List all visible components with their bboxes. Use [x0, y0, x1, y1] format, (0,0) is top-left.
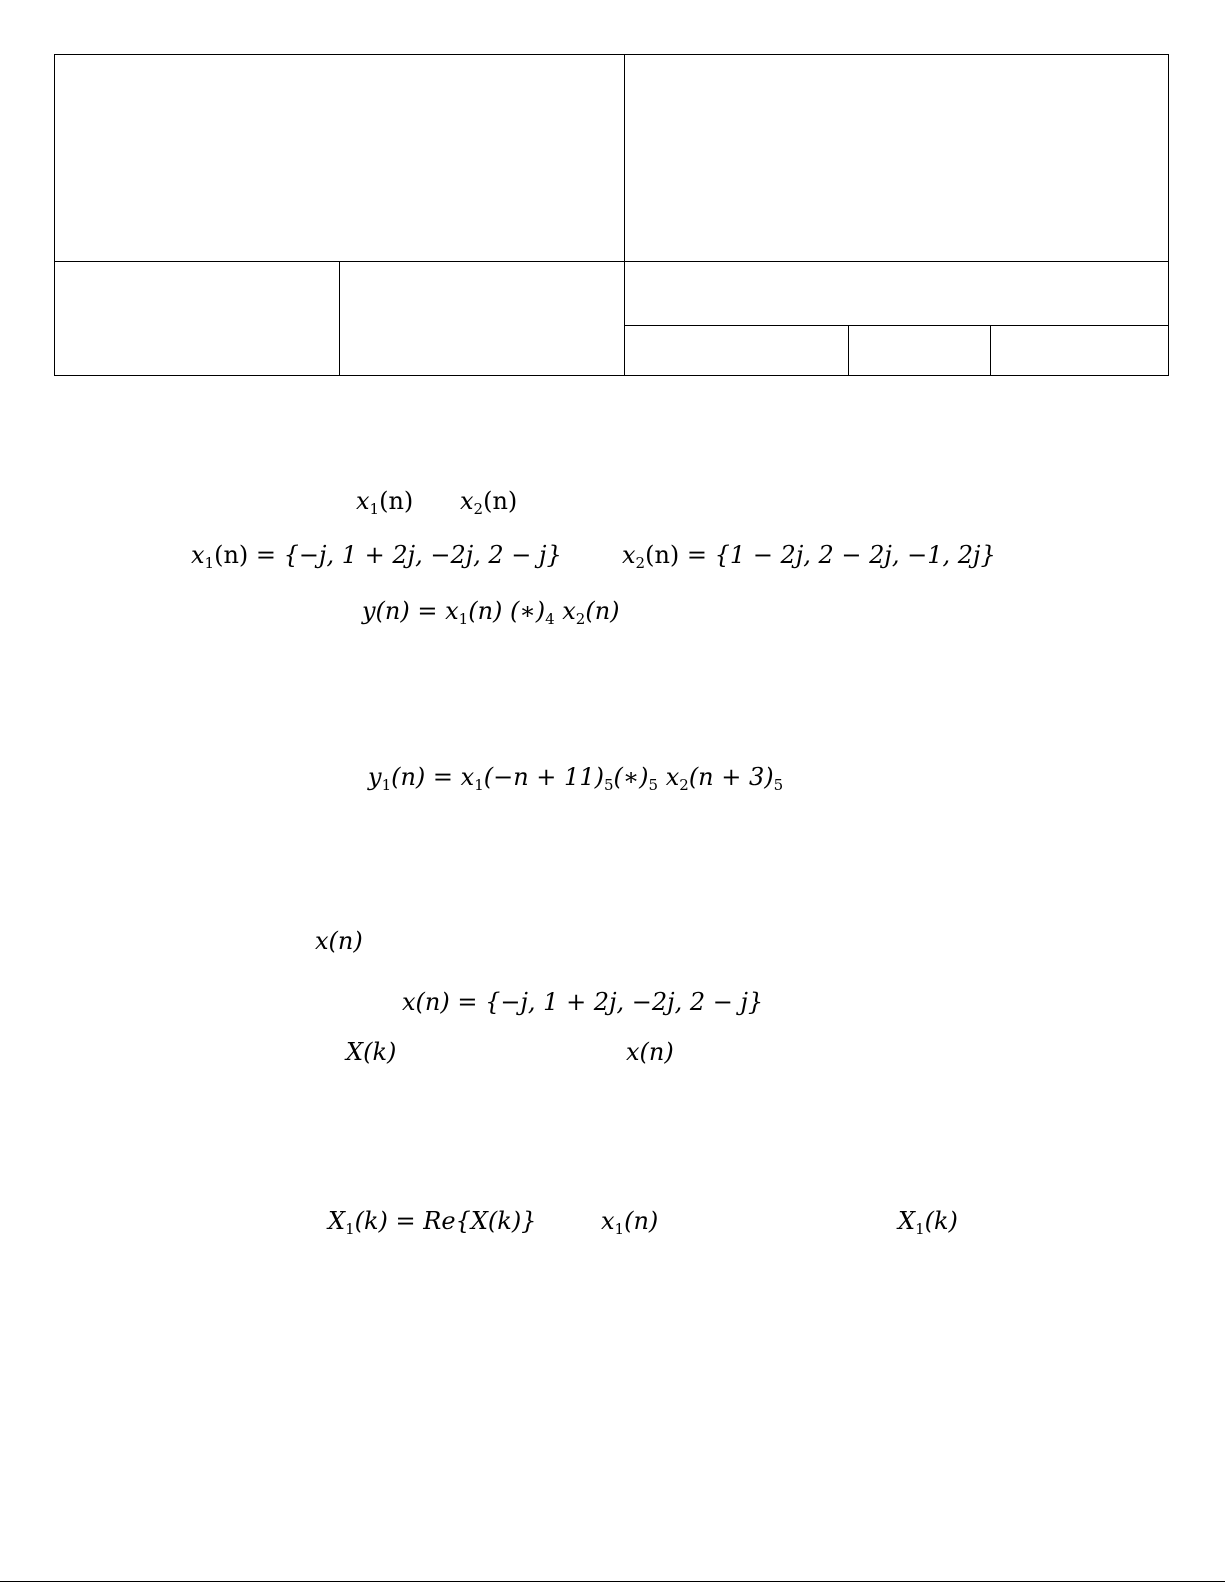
- signal-x-label: x(n): [315, 927, 363, 955]
- table-row-divider: [54, 261, 1169, 262]
- X1-result-label: $X_1(k)$: [898, 1207, 958, 1238]
- table-col-divider-b: [990, 325, 991, 376]
- signal-x2-label: $x_2(n)$: [460, 487, 518, 518]
- real-part-equation: $X_1(k) = Re\{X(k)\}$: [328, 1207, 537, 1238]
- signal-x-label-2: x(n): [626, 1038, 674, 1066]
- page-bottom-rule: [0, 1581, 1225, 1582]
- table-border-bottom: [54, 375, 1169, 376]
- circular-convolution-equation: $y(n) = x_1(n)$ $(∗)_4$ $x_2(n)$: [362, 597, 620, 628]
- table-subrow-divider: [624, 325, 1169, 326]
- table-border-top: [54, 54, 1169, 55]
- signal-x1-label: $x_1(n)$: [356, 487, 414, 518]
- y1-shifted-convolution-equation: $y_1(n) = x_1(-n$ + $11)_5(∗)_5$ $x_2(n + 3)_5$: [368, 763, 784, 794]
- table-border-right: [1168, 54, 1169, 376]
- table-col-divider-a: [848, 325, 849, 376]
- dft-X-label: X(k): [346, 1038, 397, 1066]
- x-definition: x(n) = {−j, 1 + 2j, −2j, 2 − j}: [402, 988, 764, 1016]
- x2-definition: $x_2(n) = \{1 - 2j$, 2 − 2j, −1, 2j}: [622, 541, 996, 572]
- table-col-divider-left: [339, 261, 340, 376]
- table-border-left: [54, 54, 55, 376]
- table-col-divider-main: [624, 54, 625, 376]
- x1-definition: $x_1(n) = \{-j$, 1 + 2j, −2j, 2 − j}: [191, 541, 562, 572]
- signal-x1-result: $x_1(n)$: [601, 1207, 659, 1238]
